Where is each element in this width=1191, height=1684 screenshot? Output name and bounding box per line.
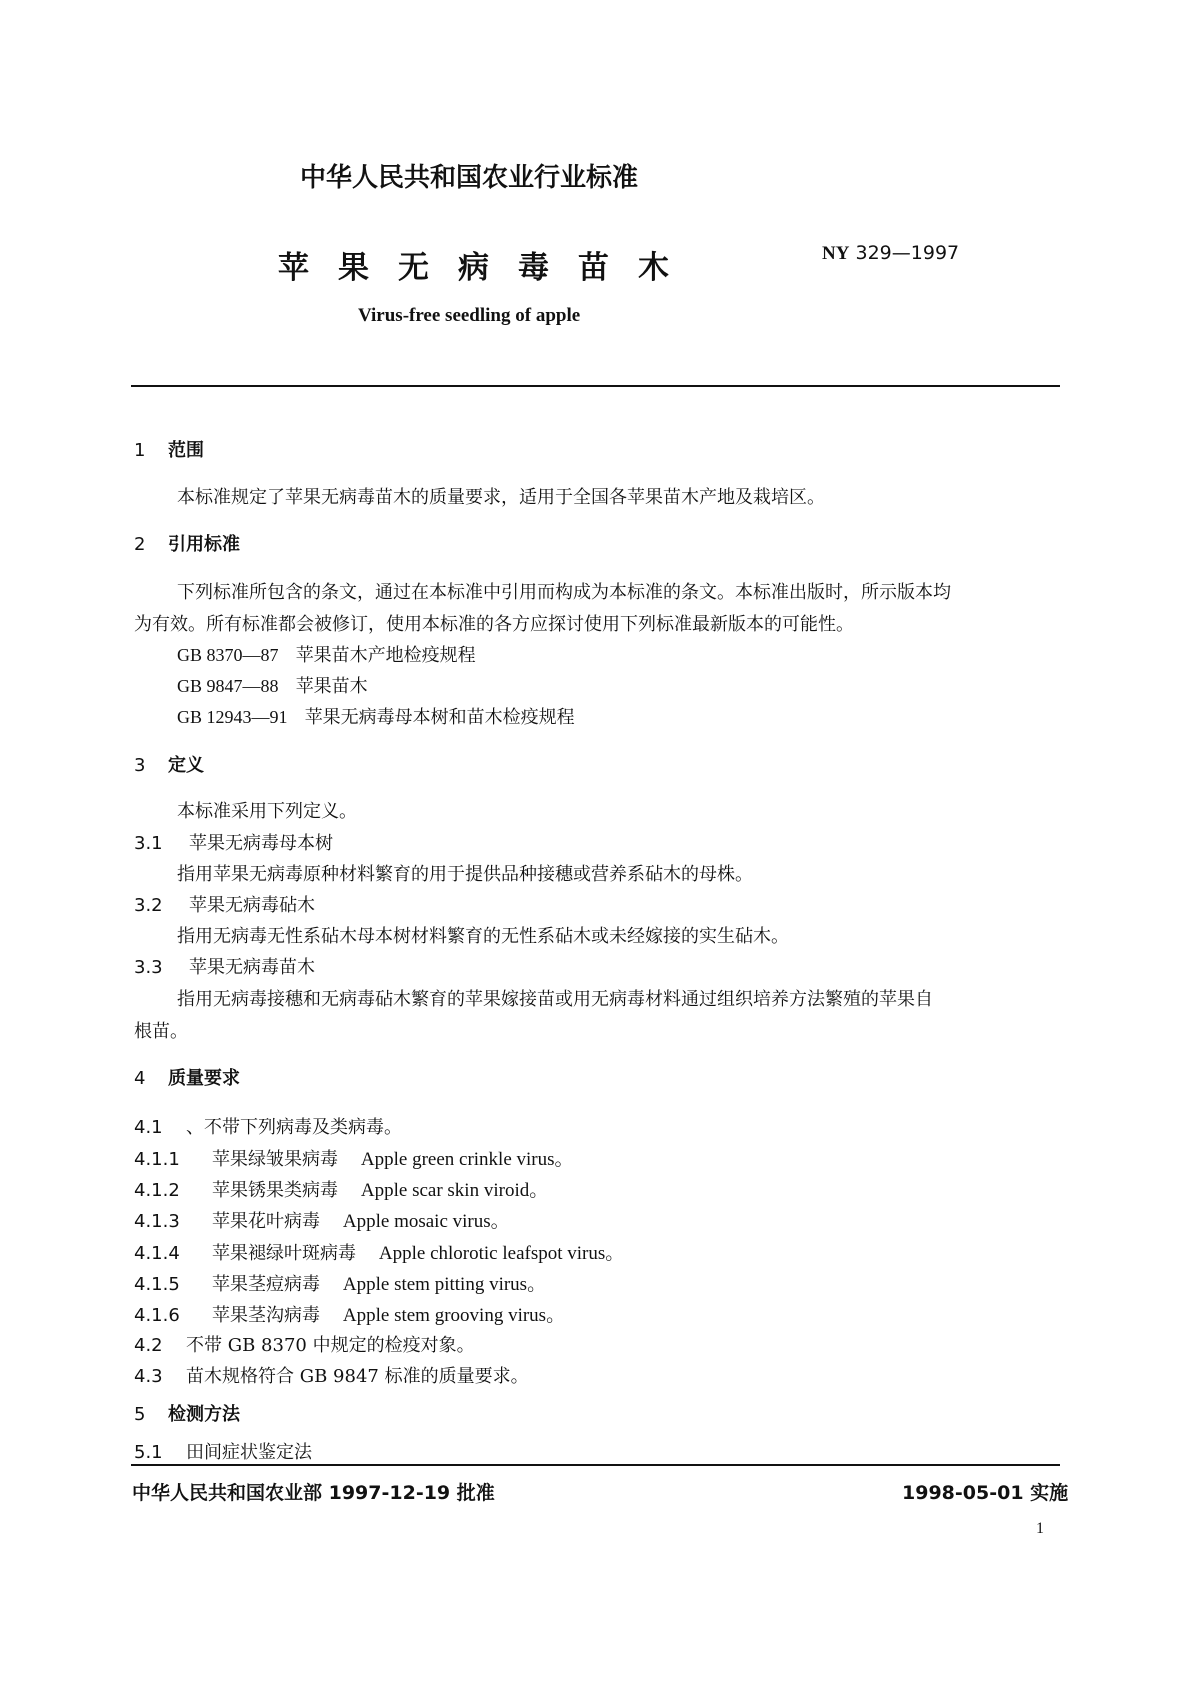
clause-text: 苗木规格符合 GB 9847 标准的质量要求。 [186, 1366, 529, 1387]
definition-desc-3-3-line-2: 根苗。 [134, 1021, 188, 1042]
virus-en-name: Apple chlorotic leafspot virus。 [378, 1243, 625, 1264]
reference-title: 苹果苗木 [295, 676, 368, 697]
section-5-title: 检测方法 [168, 1404, 240, 1425]
clause-number: 4.3 [134, 1366, 163, 1387]
clause-text: 田间症状鉴定法 [186, 1442, 312, 1463]
section-3-title: 定义 [168, 755, 204, 776]
virus-item [134, 1269, 546, 1296]
virus-number: 4.1.6 [134, 1305, 180, 1326]
org-title: 中华人民共和国农业行业标准 [300, 163, 639, 193]
section-1-heading [134, 436, 204, 462]
virus-en-name: Apple mosaic virus。 [342, 1211, 510, 1232]
section-4-heading [134, 1064, 240, 1090]
virus-en-name: Apple stem grooving virus。 [342, 1305, 566, 1326]
definition-number: 3.2 [134, 895, 163, 916]
effective-date: 1998-05-01 实施 [902, 1482, 1069, 1504]
document-number-prefix: NY [822, 243, 850, 264]
reference-item [177, 703, 575, 729]
clause-5-1 [134, 1438, 312, 1464]
definition-desc-3-1: 指用苹果无病毒原种材料繁育的用于提供品种接穗或营养系砧木的母株。 [177, 864, 753, 885]
virus-cn-name: 苹果茎痘病毒 [212, 1274, 320, 1295]
clause-number: 4.1 [134, 1117, 163, 1138]
virus-cn-name: 苹果褪绿叶斑病毒 [212, 1243, 356, 1264]
definition-term: 苹果无病毒苗木 [189, 957, 315, 978]
clause-text: 、不带下列病毒及类病毒。 [186, 1117, 402, 1138]
virus-cn-name: 苹果绿皱果病毒 [212, 1149, 338, 1170]
clause-number: 4.2 [134, 1335, 163, 1356]
reference-item [177, 641, 476, 667]
definition-desc-3-3-line-1: 指用无病毒接穗和无病毒砧木繁育的苹果嫁接苗或用无病毒材料通过组织培养方法繁殖的苹果自 [177, 989, 933, 1010]
section-2-title: 引用标准 [168, 534, 240, 555]
section-5-number: 5 [134, 1404, 146, 1425]
document-number [822, 242, 959, 265]
document-number-value: 329—1997 [855, 242, 960, 264]
virus-cn-name: 苹果茎沟病毒 [212, 1305, 320, 1326]
definition-term-3-3 [134, 953, 315, 979]
definition-term: 苹果无病毒砧木 [189, 895, 315, 916]
definition-desc-3-2: 指用无病毒无性系砧木母本树材料繁育的无性系砧木或未经嫁接的实生砧木。 [177, 926, 789, 947]
reference-code: GB 8370—87 [177, 645, 279, 665]
section-4-number: 4 [134, 1068, 146, 1089]
section-2-number: 2 [134, 534, 146, 555]
clause-4-3 [134, 1362, 529, 1388]
section-4-title: 质量要求 [168, 1068, 240, 1089]
header-divider [131, 385, 1060, 387]
reference-code: GB 9847—88 [177, 676, 279, 696]
clause-number: 5.1 [134, 1442, 163, 1463]
definition-term-3-2 [134, 891, 315, 917]
section-2-body-line-2: 为有效。所有标准都会被修订，使用本标准的各方应探讨使用下列标准最新版本的可能性。 [134, 614, 854, 635]
english-title: Virus-free seedling of apple [358, 305, 581, 326]
virus-number: 4.1.4 [134, 1243, 180, 1264]
virus-en-name: Apple stem pitting virus。 [342, 1274, 547, 1295]
section-1-title: 范围 [168, 440, 204, 461]
section-3-intro: 本标准采用下列定义。 [177, 801, 357, 822]
section-2-heading [134, 530, 240, 556]
reference-item [177, 672, 368, 698]
virus-number: 4.1.3 [134, 1211, 180, 1232]
virus-item [134, 1206, 510, 1233]
section-3-number: 3 [134, 755, 146, 776]
definition-number: 3.1 [134, 833, 163, 854]
reference-title: 苹果无病毒母本树和苗木检疫规程 [304, 707, 575, 728]
clause-4-2 [134, 1331, 475, 1357]
reference-title: 苹果苗木产地检疫规程 [295, 645, 476, 666]
section-1-body: 本标准规定了苹果无病毒苗木的质量要求，适用于全国各苹果苗木产地及栽培区。 [177, 487, 825, 508]
virus-item [134, 1238, 624, 1265]
definition-term: 苹果无病毒母本树 [189, 833, 333, 854]
virus-number: 4.1.2 [134, 1180, 180, 1201]
definition-term-3-1 [134, 829, 333, 855]
virus-cn-name: 苹果锈果类病毒 [212, 1180, 338, 1201]
section-3-heading [134, 751, 204, 777]
section-5-heading [134, 1400, 240, 1426]
virus-number: 4.1.1 [134, 1149, 180, 1170]
virus-number: 4.1.5 [134, 1274, 180, 1295]
section-1-number: 1 [134, 440, 146, 461]
virus-item [134, 1300, 565, 1327]
clause-text: 不带 GB 8370 中规定的检疫对象。 [186, 1335, 475, 1356]
section-2-body-line-1: 下列标准所包含的条文，通过在本标准中引用而构成为本标准的条文。本标准出版时，所示版本均 [177, 582, 951, 603]
footer-divider [131, 1464, 1060, 1466]
virus-en-name: Apple scar skin viroid。 [360, 1180, 549, 1201]
page-number: 1 [1036, 1520, 1044, 1537]
virus-en-name: Apple green crinkle virus。 [360, 1149, 574, 1170]
definition-number: 3.3 [134, 957, 163, 978]
clause-4-1 [134, 1113, 402, 1139]
virus-cn-name: 苹果花叶病毒 [212, 1211, 320, 1232]
document-title: 苹果无病毒苗木 [278, 250, 698, 286]
approval-line: 中华人民共和国农业部 1997-12-19 批准 [132, 1482, 495, 1504]
virus-item [134, 1144, 574, 1171]
reference-code: GB 12943—91 [177, 707, 288, 727]
virus-item [134, 1175, 548, 1202]
